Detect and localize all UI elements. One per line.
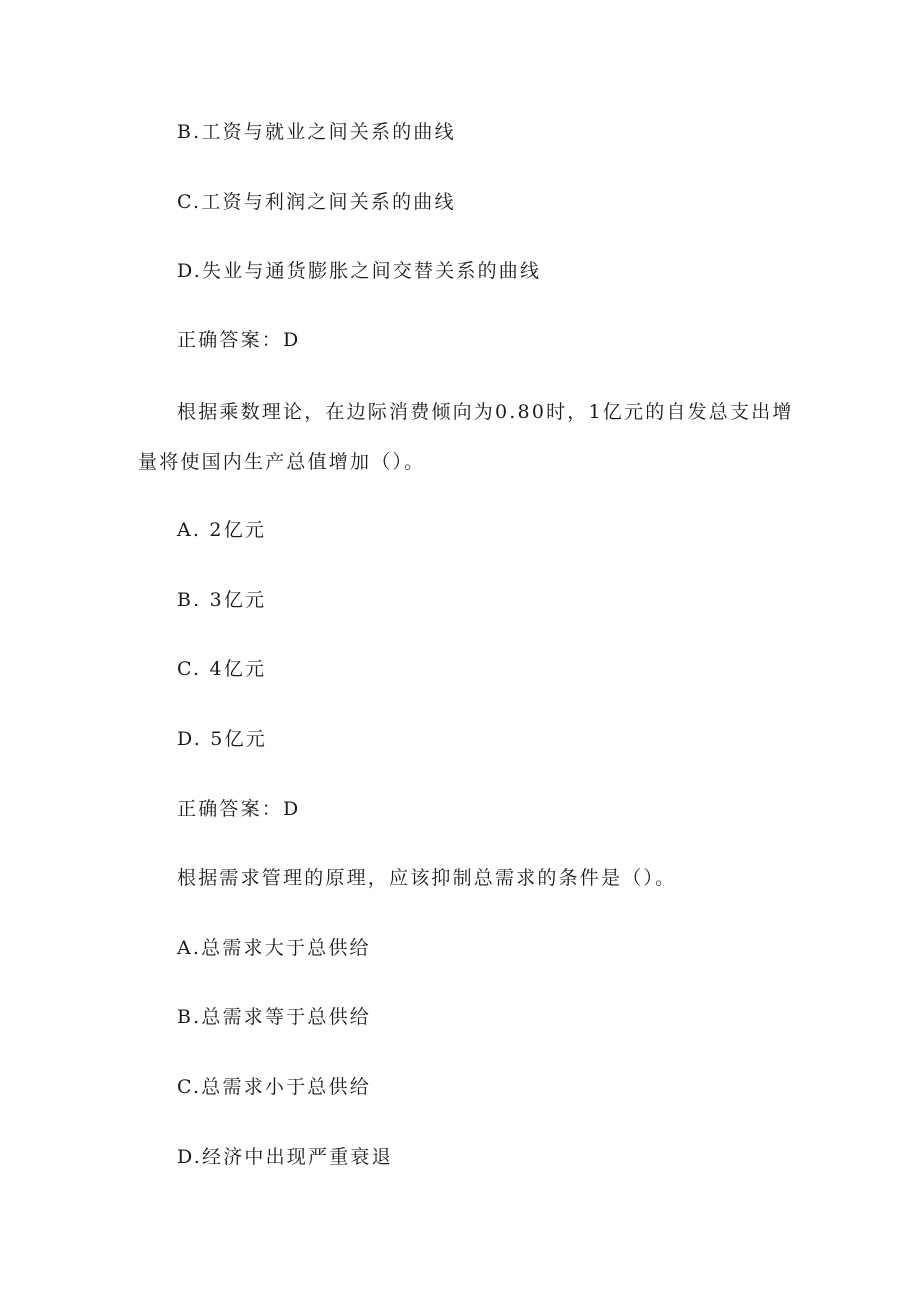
q2-stem-line-2: 量将使国内生产总值增加（）。 — [138, 451, 426, 473]
q2-option-a: A. 2亿元 — [177, 519, 267, 541]
q3-option-d: D.经济中出现严重衰退 — [177, 1146, 393, 1168]
q1-option-c: C.工资与利润之间关系的曲线 — [177, 191, 456, 213]
q1-option-b: B.工资与就业之间关系的曲线 — [177, 121, 456, 143]
q3-option-a: A.总需求大于总供给 — [177, 937, 371, 959]
q3-option-b: B.总需求等于总供给 — [177, 1006, 372, 1028]
q2-option-d: D. 5亿元 — [177, 728, 267, 750]
q1-answer: 正确答案：D — [177, 329, 301, 351]
q2-option-b: B. 3亿元 — [177, 589, 267, 611]
q3-option-c: C.总需求小于总供给 — [177, 1076, 371, 1098]
q2-stem-line-1: 根据乘数理论，在边际消费倾向为0.80时，1亿元的自发总支出增 — [177, 401, 794, 423]
q3-stem: 根据需求管理的原理，应该抑制总需求的条件是（）。 — [177, 867, 677, 889]
q1-option-d: D.失业与通货膨胀之间交替关系的曲线 — [177, 260, 542, 282]
q2-answer: 正确答案：D — [177, 798, 301, 820]
q2-option-c: C. 4亿元 — [177, 658, 267, 680]
